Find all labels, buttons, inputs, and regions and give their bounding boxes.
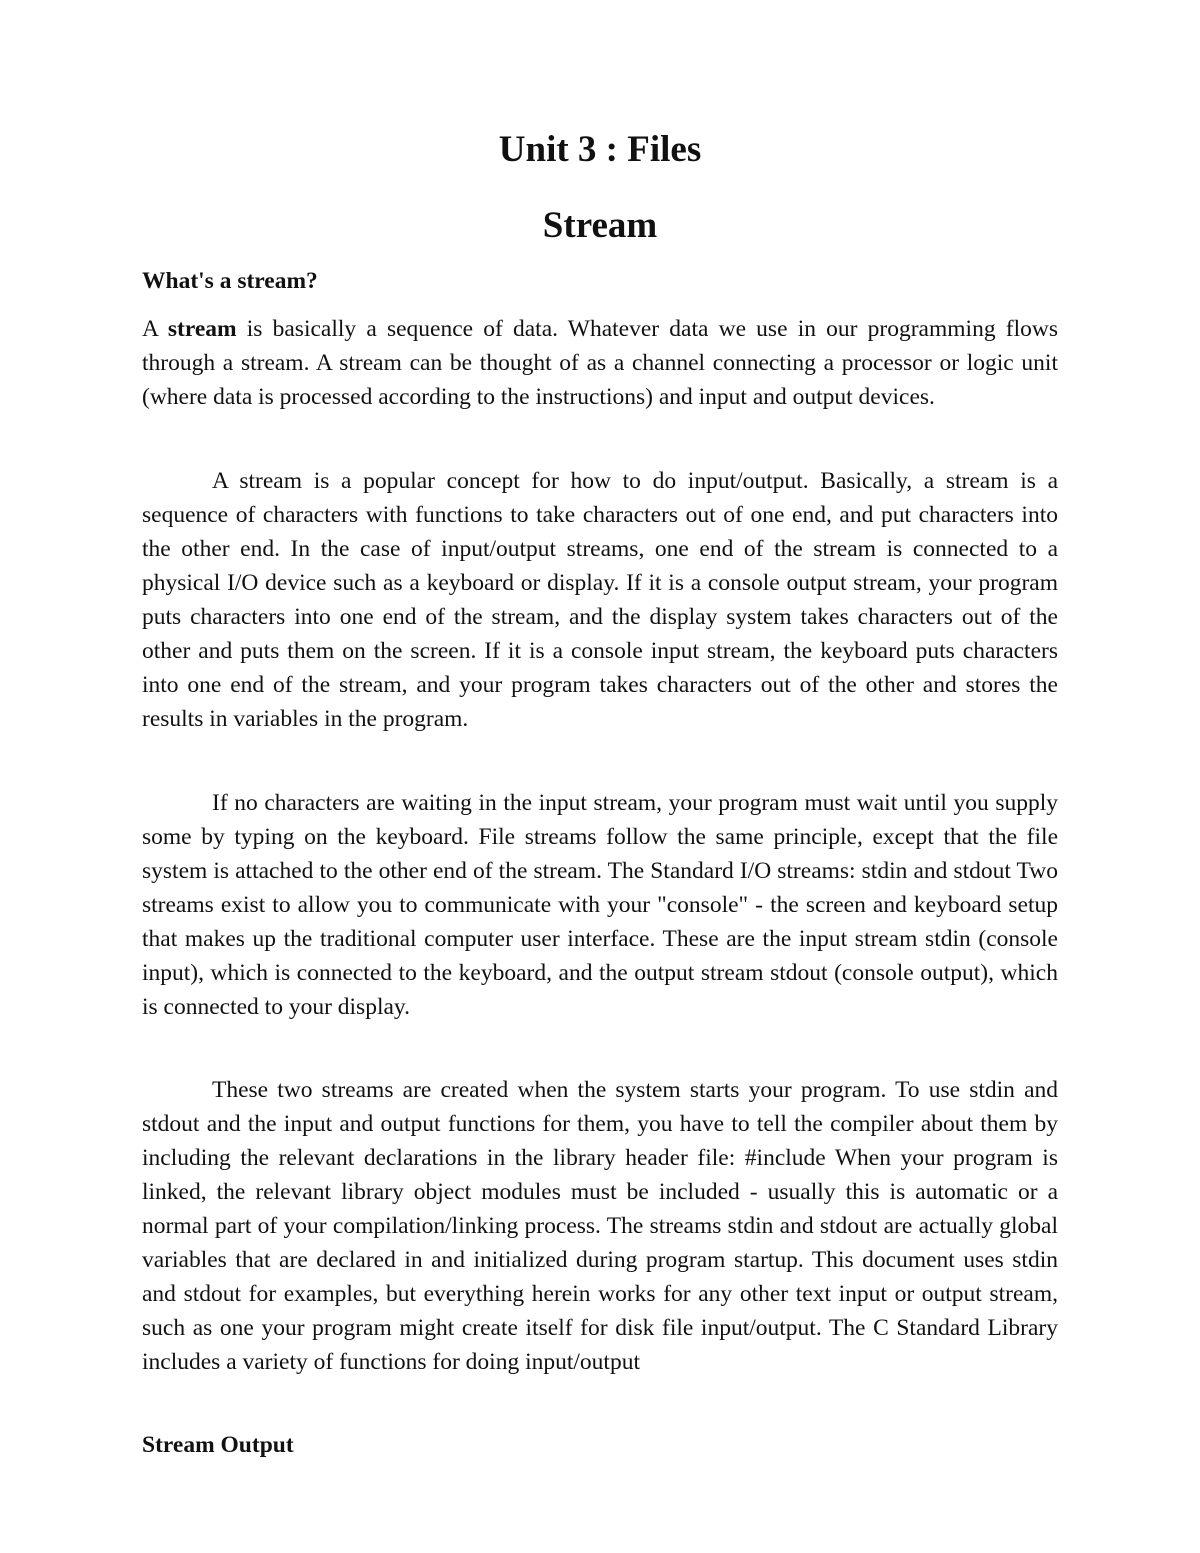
paragraph-lead: A [142, 316, 168, 342]
paragraph-stream-concept: A stream is a popular concept for how to do input/output. Basically, a stream is a sequence of characters with functions to take characters out of one end, and put characters into the other end. In the case of input/output streams, one end of the stream is connected to a physical I/O device such as a keyboard or display. If it is a console output stream, your program puts characters into one end of the stream, and the display system takes characters out of the other and puts them on the screen. If it is a console input stream, the keyboard puts characters into one end of the stream, and your program takes characters out of the other and stores the results in variables in the program. [142, 468, 1058, 732]
paragraph-rest: is basically a sequence of data. Whatever data we use in our programming flows through a stream. A stream can be thought of as a channel connecting a processor or logic unit (where data is processed according to the instructions) and input and output devices. [142, 316, 1058, 410]
document-subtitle: Stream [542, 205, 658, 246]
bold-term-stream: stream [167, 316, 237, 342]
paragraph-standard-streams: If no characters are waiting in the input stream, your program must wait until you supply some by typing on the keyboard. File streams follow the same principle, except that the file system is attached to the other end of the stream. The Standard I/O streams: stdin and stdout Two streams exist to allow you to communicate with your "console" - the screen and keyboard setup that makes up the traditional computer user interface. These are the input stream stdin (console input), which is connected to the keyboard, and the output stream stdout (console output), which is connected to your display. [142, 790, 1058, 1020]
section-heading-stream-output: Stream Output [142, 1432, 294, 1458]
paragraph-definition [142, 312, 1058, 414]
document-title: Unit 3 : Files [498, 129, 702, 170]
document-page [142, 0, 1058, 1553]
paragraph-stdin-stdout: These two streams are created when the system starts your program. To use stdin and stdout and the input and output functions for them, you have to tell the compiler about them by including the relevant declarations in the library header file: #include When your program is linked, the relevant library object modules must be included - usually this is automatic or a normal part of your compilation/linking process. The streams stdin and stdout are actually global variables that are declared in and initialized during program startup. This document uses stdin and stdout for examples, but everything herein works for any other text input or output stream, such as one your program might create itself for disk file input/output. The C Standard Library includes a variety of functions for doing input/output [142, 1077, 1058, 1375]
section-heading-whats-a-stream: What's a stream? [142, 268, 318, 294]
